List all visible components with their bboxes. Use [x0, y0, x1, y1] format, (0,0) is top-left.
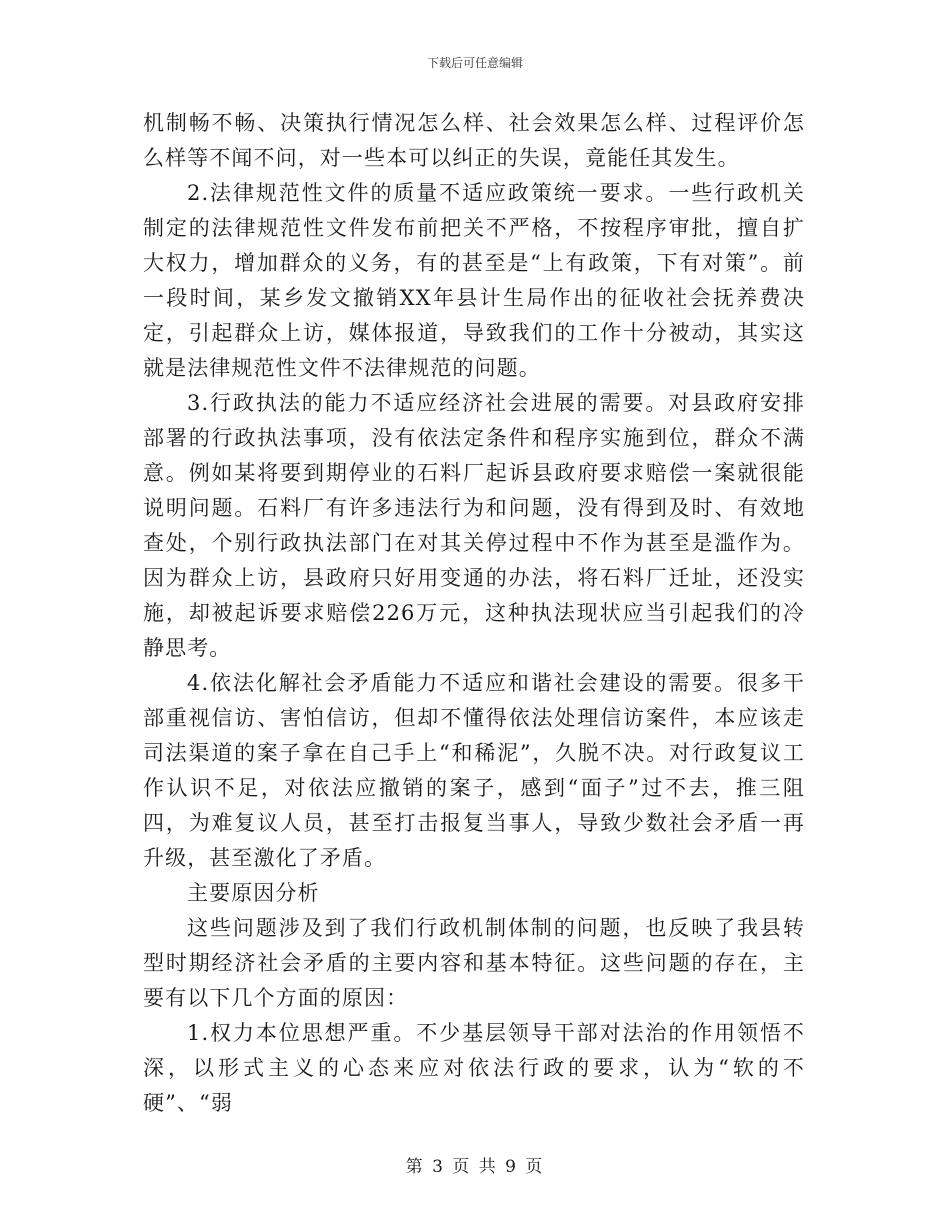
- paragraph-continuation: 机制畅不畅、决策执行情况怎么样、社会效果怎么样、过程评价怎么样等不闻不问，对一些本可以纠正的失误，竟能任其发生。: [143, 111, 805, 170]
- paragraph-item-4: 4.依法化解社会矛盾能力不适应和谐社会建设的需要。很多干部重视信访、害怕信访，但却不懂得依法处理信访案件，本应该走司法渠道的案子拿在自己手上“和稀泥”，久脱不决。对行政复议工作认识不足，对依法应撤销的案子，感到“面子”过不去，推三阻四，为难复议人员，甚至打击报复当事人，导致少数社会矛盾一再升级，甚至激化了矛盾。: [143, 671, 805, 870]
- paragraph-cause-1: 1.权力本位思想严重。不少基层领导干部对法治的作用领悟不深，以形式主义的心态来应对依法行政的要求，认为“软的不硬”、“弱: [143, 1021, 805, 1115]
- section-heading: 主要原因分析: [187, 881, 320, 905]
- paragraph-item-2: 2.法律规范性文件的质量不适应政策统一要求。一些行政机关制定的法律规范性文件发布前把关不严格，不按程序审批，擅自扩大权力，增加群众的义务，有的甚至是“上有政策，下有对策”。前一段时间，某乡发文撤销XX年县计生局作出的征收社会抚养费决定，引起群众上访，媒体报道，导致我们的工作十分被动，其实这就是法律规范性文件不法律规范的问题。: [143, 181, 805, 380]
- page-footer-number: 第 3 页 共 9 页: [405, 1157, 545, 1177]
- paragraph-item-3: 3.行政执法的能力不适应经济社会进展的需要。对县政府安排部署的行政执法事项，没有依法定条件和程序实施到位，群众不满意。例如某将要到期停业的石料厂起诉县政府要求赔偿一案就很能说明问题。石料厂有许多违法行为和问题，没有得到及时、有效地查处，个别行政执法部门在对其关停过程中不作为甚至是滥作为。因为群众上访，县政府只好用变通的办法，将石料厂迁址，还没实施，却被起诉要求赔偿226万元，这种执法现状应当引起我们的冷静思考。: [143, 391, 805, 660]
- paragraph-cause-intro: 这些问题涉及到了我们行政机制体制的问题，也反映了我县转型时期经济社会矛盾的主要内容和基本特征。这些问题的存在，主要有以下几个方面的原因：: [143, 916, 805, 1010]
- page-header-note: 下载后可任意编辑: [426, 56, 523, 70]
- document-body: [143, 106, 805, 1121]
